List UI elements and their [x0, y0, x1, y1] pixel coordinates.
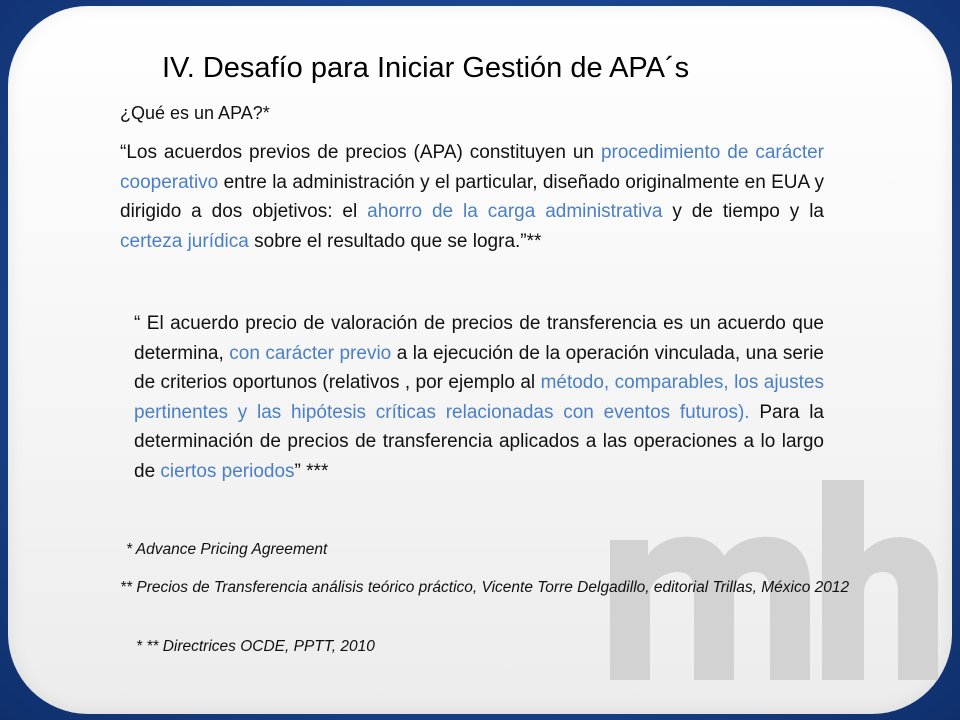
text-segment: “ El acuerdo precio de valoración de precios de transferencia es un acuerdo que determina,: [134, 313, 824, 364]
text-segment: Para la determinación de precios de transferencia aplicados a las operaciones a lo largo de: [134, 401, 825, 482]
text-segment: a la ejecución de la operación vinculada, una serie de criterios oportunos (relativos , por ejemplo al: [134, 342, 825, 393]
text-segment: ” ***: [294, 460, 329, 482]
highlight-segment: ahorro de la carga administrativa: [367, 201, 663, 222]
highlight-segment: procedimiento de carácter cooperativo: [120, 142, 825, 193]
text-segment: sobre el resultado que se logra.”**: [248, 230, 542, 252]
highlight-segment: con carácter previo: [229, 342, 392, 364]
text-segment: “Los acuerdos previos de precios (APA) constituyen un: [120, 142, 601, 163]
footnote-apa: * Advance Pricing Agreement: [126, 541, 328, 558]
text-segment: entre la administración y el particular, diseñado originalmente en EUA y dirigido a dos objetivos: el: [120, 171, 824, 222]
page-title: IV. Desafío para Iniciar Gestión de APA´s: [162, 52, 690, 84]
footnote-ocde: * ** Directrices OCDE, PPTT, 2010: [136, 638, 375, 655]
highlight-segment: método, comparables, los ajustes pertinentes y las hipótesis críticas relacionadas con eventos futuros).: [134, 372, 824, 423]
highlight-segment: ciertos periodos: [160, 460, 295, 482]
footnote-book-reference: ** Precios de Transferencia análisis teórico práctico, Vicente Torre Delgadillo, editorial Trillas, México 2012: [120, 579, 850, 596]
text-segment: y de tiempo y la: [662, 201, 824, 222]
highlight-segment: certeza jurídica: [120, 230, 249, 252]
definition-paragraph-1: [120, 138, 824, 256]
question-heading: ¿Qué es un APA?*: [120, 103, 270, 123]
definition-paragraph-2: [134, 309, 824, 486]
